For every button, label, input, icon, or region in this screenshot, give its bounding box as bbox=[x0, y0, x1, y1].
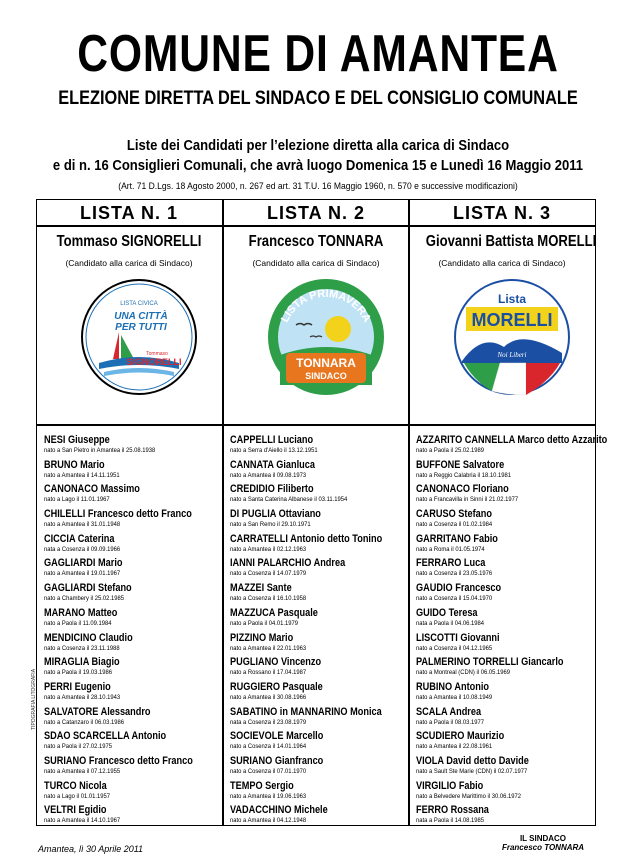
member-birth: nato a Amantea il 02.12.1963 bbox=[230, 545, 307, 553]
member-name: RUGGIERO Pasquale bbox=[230, 680, 323, 693]
list-label: LISTA N. 3 bbox=[452, 203, 551, 223]
member-birth: nato a San Pietro in Amantea il 25.08.1938 bbox=[44, 447, 156, 454]
member-birth: nato a Cosenza il 14.07.1979 bbox=[230, 570, 307, 578]
member-name: BUFFONE Salvatore bbox=[416, 458, 505, 471]
member-birth: nato a Paola il 11.09.1984 bbox=[44, 619, 112, 627]
member-name: MAZZEI Sante bbox=[230, 582, 292, 595]
member-name: VADACCHINO Michele bbox=[230, 804, 328, 817]
place-date: Amantea, lì 30 Aprile 2011 bbox=[38, 844, 144, 854]
member-birth: nato a Cosenza il 16.10.1958 bbox=[230, 595, 307, 603]
logo-2-bottom-line1: TONNARA bbox=[296, 356, 356, 370]
mayor-candidate: Giovanni Battista MORELLI bbox=[425, 233, 597, 250]
member-birth: nato a Sault Ste Marie (CDN) il 02.07.1977 bbox=[416, 767, 528, 775]
member-name: VELTRI Egidio bbox=[44, 804, 107, 817]
member-birth: nato a Lago il 11.01.1967 bbox=[44, 496, 110, 504]
member-name: FERRO Rossana bbox=[416, 804, 489, 817]
logo-2-top-text: LISTA PRIMAVERA bbox=[279, 287, 373, 325]
member-name: SCALA Andrea bbox=[416, 705, 482, 718]
logo-divider bbox=[36, 424, 596, 426]
member-birth: nata a Paola il 14.08.1985 bbox=[416, 817, 484, 825]
member-birth: nato a Amantea il 07.12.1955 bbox=[44, 767, 121, 775]
list-item bbox=[416, 681, 636, 706]
print-code: TIPOGRAFIA LITOGRAFIA bbox=[31, 668, 37, 730]
member-birth: nato a Cosenza il 07.01.1970 bbox=[230, 767, 307, 775]
logo-1-main-line1: UNA CITTÀ bbox=[114, 311, 168, 322]
member-name: PALMERINO TORRELLI Giancarlo bbox=[416, 656, 564, 669]
list-item bbox=[416, 780, 636, 805]
member-birth: nato a Reggio Calabria il 18.10.1981 bbox=[416, 471, 511, 479]
member-name: RUBINO Antonio bbox=[416, 680, 490, 693]
list-item bbox=[416, 632, 636, 657]
member-birth: nato a Lago il 01.01.1957 bbox=[44, 792, 111, 800]
member-birth: nata a Cosenza il 23.08.1979 bbox=[230, 718, 307, 726]
list-1-logo bbox=[79, 277, 199, 397]
logo-3-main-text: MORELLI bbox=[471, 310, 553, 330]
member-birth: nato a Amantea il 22.01.1963 bbox=[230, 644, 307, 652]
list-item bbox=[416, 459, 636, 484]
legal-reference: (Art. 71 D.Lgs. 18 Agosto 2000, n. 267 ed art. 31 T.U. 16 Maggio 1960, n. 570 e successive modificazioni) bbox=[118, 181, 518, 191]
sun-icon bbox=[325, 316, 351, 342]
member-birth: nato a Amantea il 31.01.1948 bbox=[44, 521, 121, 529]
member-name: TEMPO Sergio bbox=[230, 779, 294, 792]
member-birth: nato a Francavilla in Sinni il 21.02.1977 bbox=[416, 496, 519, 504]
logo-1-small-text: Tommaso bbox=[146, 351, 168, 357]
list-item bbox=[416, 582, 636, 607]
member-birth: nato a Cosenza il 15.04.1970 bbox=[416, 595, 493, 603]
member-name: CAPPELLI Luciano bbox=[230, 434, 314, 446]
member-name: CARRATELLI Antonio detto Tonino bbox=[230, 532, 383, 545]
member-name: PERRI Eugenio bbox=[44, 680, 111, 693]
logo-3-top-text: Lista bbox=[497, 292, 527, 306]
member-birth: nato a Amantea il 10.08.1949 bbox=[416, 693, 493, 701]
member-birth: nato a Belvedere Marittimo il 30.06.1972 bbox=[416, 792, 522, 800]
member-name: SURIANO Gianfranco bbox=[230, 754, 324, 767]
page-subtitle: ELEZIONE DIRETTA DEL SINDACO E DEL CONSIGLIO COMUNALE bbox=[58, 88, 578, 109]
list-item bbox=[416, 508, 636, 533]
member-birth: nato a Rossano il 17.04.1987 bbox=[230, 669, 307, 677]
member-birth: nato a Paola il 19.03.1986 bbox=[44, 669, 112, 677]
member-birth: nato a Amantea il 14.11.1951 bbox=[44, 471, 120, 479]
member-name: CANONACO Floriano bbox=[416, 483, 509, 496]
intro-line-1: Liste dei Candidati per l’elezione diretta alla carica di Sindaco bbox=[126, 138, 510, 154]
member-birth: nato a Amantea il 09.08.1973 bbox=[230, 471, 307, 479]
member-name: GUIDO Teresa bbox=[416, 606, 478, 619]
list-item bbox=[416, 755, 636, 780]
member-birth: nato a Montreal (CDN) il 06.05.1969 bbox=[416, 669, 510, 677]
member-name: CANNATA Gianluca bbox=[230, 458, 315, 471]
member-name: NESI Giuseppe bbox=[44, 434, 110, 446]
logo-1-bottom-text: SIGNORELLI bbox=[126, 357, 182, 367]
member-name: VIRGILIO Fabio bbox=[416, 779, 484, 792]
signature-name: Francesco TONNARA bbox=[501, 843, 585, 852]
logo-2-bottom-line2: SINDACO bbox=[305, 371, 347, 381]
flag-icon bbox=[464, 363, 560, 395]
list-2-logo bbox=[266, 277, 386, 397]
signature bbox=[498, 834, 588, 852]
member-name: MIRAGLIA Biagio bbox=[44, 656, 120, 669]
member-name: SURIANO Francesco detto Franco bbox=[44, 754, 193, 767]
member-birth: nato a Serra d'Aiello il 13.12.1951 bbox=[230, 447, 318, 454]
signature-role: IL SINDACO bbox=[519, 834, 567, 843]
member-name: VIOLA David detto Davide bbox=[416, 754, 529, 767]
list-item bbox=[416, 730, 636, 755]
member-birth: nato a Cosenza il 23.11.1988 bbox=[44, 644, 120, 652]
list-item bbox=[416, 607, 636, 632]
member-name: CICCIA Caterina bbox=[44, 532, 115, 545]
member-name: FERRARO Luca bbox=[416, 557, 486, 570]
member-name: CARUSO Stefano bbox=[416, 508, 492, 521]
member-name: GAGLIARDI Stefano bbox=[44, 582, 132, 595]
list-item bbox=[416, 804, 636, 829]
list-item bbox=[416, 706, 636, 731]
member-name: IANNI PALARCHIO Andrea bbox=[230, 557, 346, 570]
list-label: LISTA N. 1 bbox=[79, 203, 178, 223]
member-name: SABATINO in MANNARINO Monica bbox=[230, 705, 382, 718]
member-name: SALVATORE Alessandro bbox=[44, 705, 151, 718]
mayor-candidate-note: (Candidato alla carica di Sindaco) bbox=[65, 258, 193, 268]
mayor-candidate-note: (Candidato alla carica di Sindaco) bbox=[438, 258, 566, 268]
member-birth: nato a Amantea il 14.10.1967 bbox=[44, 817, 121, 825]
member-birth: nato a Paola il 08.03.1977 bbox=[416, 718, 484, 726]
mayor-candidate-note: (Candidato alla carica di Sindaco) bbox=[252, 258, 380, 268]
member-birth: nato a San Remo il 29.10.1971 bbox=[230, 521, 311, 529]
list-3-logo bbox=[452, 277, 572, 397]
member-birth: nato a Roma il 01.05.1974 bbox=[416, 545, 485, 553]
list-item bbox=[416, 483, 636, 508]
member-name: BRUNO Mario bbox=[44, 458, 105, 471]
member-birth: nato a Amantea il 19.01.1967 bbox=[44, 570, 121, 578]
member-name: GAUDIO Francesco bbox=[416, 582, 502, 595]
member-name: LISCOTTI Giovanni bbox=[416, 631, 500, 644]
member-name: CHILELLI Francesco detto Franco bbox=[44, 508, 192, 521]
logo-1-main-line2: PER TUTTI bbox=[115, 322, 167, 333]
header-divider bbox=[36, 225, 596, 227]
member-name: DI PUGLIA Ottaviano bbox=[230, 508, 321, 521]
list-3-members bbox=[416, 434, 636, 829]
member-birth: nato a Cosenza il 23.05.1976 bbox=[416, 570, 493, 578]
member-birth: nata a Paola il 04.06.1984 bbox=[416, 619, 484, 627]
list-label: LISTA N. 2 bbox=[266, 203, 365, 223]
member-birth: nato a Amantea il 30.08.1966 bbox=[230, 693, 307, 701]
member-name: PIZZINO Mario bbox=[230, 631, 294, 644]
member-name: MARANO Matteo bbox=[44, 606, 118, 619]
member-birth: nato a Amantea il 19.06.1963 bbox=[230, 792, 307, 800]
member-birth: nato a Paola il 27.02.1975 bbox=[44, 743, 112, 751]
member-birth: nato a Chambery il 25.02.1985 bbox=[44, 595, 125, 603]
member-birth: nato a Santa Caterina Albanese il 03.11.1954 bbox=[230, 496, 348, 504]
member-birth: nato a Catanzaro il 06.03.1986 bbox=[44, 718, 125, 726]
mayor-candidate: Francesco TONNARA bbox=[248, 233, 384, 250]
member-name: PUGLIANO Vincenzo bbox=[230, 656, 322, 669]
member-birth: nato a Amantea il 22.08.1961 bbox=[416, 743, 493, 751]
logo-3-bottom-text: Noi Liberi bbox=[497, 351, 527, 359]
member-birth: nato a Paola il 25.02.1989 bbox=[416, 447, 484, 454]
page-title: COMUNE DI AMANTEA bbox=[77, 25, 559, 83]
member-birth: nato a Cosenza il 14.01.1964 bbox=[230, 743, 307, 751]
list-item bbox=[416, 533, 636, 558]
member-name: GAGLIARDI Mario bbox=[44, 557, 123, 570]
member-name: CANONACO Massimo bbox=[44, 483, 140, 496]
member-name: CREDIDIO Filiberto bbox=[230, 483, 314, 496]
member-name: SCUDIERO Maurizio bbox=[416, 730, 505, 743]
list-item bbox=[416, 557, 636, 582]
mayor-candidate: Tommaso SIGNORELLI bbox=[56, 233, 202, 250]
logo-1-top-text: LISTA CIVICA bbox=[120, 301, 158, 307]
member-name: TURCO Nicola bbox=[44, 779, 107, 792]
member-birth: nata a Cosenza il 09.09.1966 bbox=[44, 545, 121, 553]
member-birth: nato a Amantea il 04.12.1948 bbox=[230, 817, 307, 825]
member-birth: nato a Cosenza il 04.12.1965 bbox=[416, 644, 493, 652]
member-name: MENDICINO Claudio bbox=[44, 631, 133, 644]
member-birth: nato a Paola il 04.01.1979 bbox=[230, 619, 298, 627]
intro-line-2: e di n. 16 Consiglieri Comunali, che avrà luogo Domenica 15 e Lunedì 16 Maggio 2011 bbox=[52, 158, 584, 174]
member-name: GARRITANO Fabio bbox=[416, 532, 498, 545]
member-birth: nato a Amantea il 28.10.1943 bbox=[44, 693, 121, 701]
member-name: SDAO SCARCELLA Antonio bbox=[44, 730, 167, 743]
member-name: MAZZUCA Pasquale bbox=[230, 606, 318, 619]
member-name: SOCIEVOLE Marcello bbox=[230, 730, 324, 743]
member-name: AZZARITO CANNELLA Marco detto Azzarito bbox=[416, 434, 608, 446]
list-item bbox=[416, 656, 636, 681]
member-birth: nato a Cosenza il 01.02.1984 bbox=[416, 521, 493, 529]
list-item bbox=[416, 434, 636, 459]
